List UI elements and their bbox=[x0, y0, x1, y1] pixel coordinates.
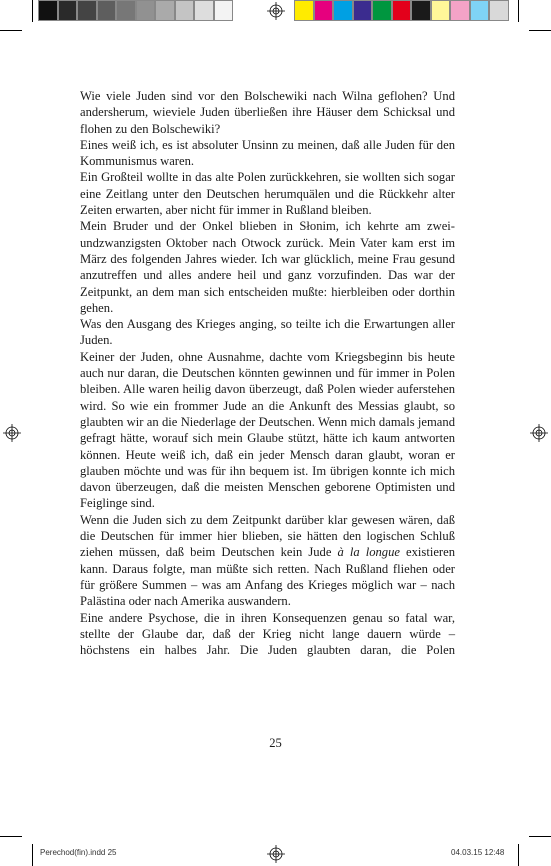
italic-phrase: à la longue bbox=[337, 545, 400, 560]
slug-file: Perechod(fin).indd 25 bbox=[40, 848, 117, 857]
color-swatch bbox=[353, 0, 373, 21]
color-swatch bbox=[411, 0, 431, 21]
paragraph: Eines weiß ich, es ist absoluter Unsinn zu meinen, daß alle Juden für den Kommunismus waren. bbox=[80, 137, 455, 169]
paragraph: Ein Großteil wollte in das alte Polen zurückkehren, sie wollten sich sogar eine Zeitlang unter den Deutschen herumquälen und die Rückkehr alter Zeiten erwarten, aber nicht für immer in Rußland bleiben. bbox=[80, 170, 455, 218]
crop-mark bbox=[32, 0, 33, 22]
color-swatch bbox=[194, 0, 214, 21]
color-swatch bbox=[470, 0, 490, 21]
color-swatch bbox=[431, 0, 451, 21]
page-number: 25 bbox=[269, 736, 282, 750]
color-swatch bbox=[314, 0, 334, 21]
paragraph-text: Wenn die Juden sich zu dem Zeitpunkt darüber klar gewesen wären, daß die Deutschen für immer hier blieben, sie hätten den logischen Schluß ziehen müssen, daß beim Deutschen kein Jude bbox=[80, 512, 455, 560]
registration-mark-icon bbox=[3, 424, 21, 442]
body-text bbox=[80, 88, 455, 658]
color-swatch bbox=[136, 0, 156, 21]
crop-mark bbox=[0, 836, 22, 837]
color-swatch bbox=[97, 0, 117, 21]
paragraph bbox=[80, 512, 455, 610]
color-swatch bbox=[450, 0, 470, 21]
paragraph: Mein Bruder und der Onkel blieben in Słonim, ich kehrte am zweiundzwanzigsten Oktober nach Otwock zurück. Mein Vater kam erst im März des folgenden Jahres wieder. Ich war glücklich, meine Frau gesund anzutreffen und alles andere heil und ganz vorzufinden. Das war der Zeitpunkt, an dem man sich entscheiden mußte: hierbleiben oder dorthin gehen. bbox=[80, 219, 455, 315]
crop-mark bbox=[0, 30, 22, 31]
color-swatch bbox=[392, 0, 412, 21]
crop-mark bbox=[518, 844, 519, 866]
paragraph: Wie viele Juden sind vor den Bolschewiki nach Wilna geflohen? Und andersherum, wieviele Juden überließen ihre Häuser dem Schicksal und flohen zu den Bolschewiki? bbox=[80, 89, 455, 136]
paragraph-text: existieren kann. Daraus folgte, man müßte sich retten. Nach Rußland fliehen oder für größere Summen – was am Anfang des Krieges möglich war – nach Palästina oder nach Amerika auswandern. bbox=[80, 545, 455, 609]
paragraph: Keiner der Juden, ohne Ausnahme, dachte vom Kriegsbeginn bis heute auch nur daran, die Deutschen könnten gewinnen und für immer in Polen bleiben. Alle waren heilig davon überzeugt, daß Polen wieder auferstehen wird. So wie ein frommer Jude an die Ankunft des Messias glaubt, so glaubten wir an die Niederlage der Deutschen. Wenn mich damals jemand gefragt hätte, worauf sich mein Glaube stützt, hätte ich kaum antworten können. Heute weiß ich, daß ein jeder Mensch daran glaubt, woran er glauben möchte und was für ihn bequem ist. Im übrigen konnte ich mich davon überzeugen, daß die meisten Menschen geborene Optimisten und Feiglinge sind. bbox=[80, 349, 455, 511]
color-swatch bbox=[489, 0, 509, 21]
color-swatch bbox=[38, 0, 58, 21]
color-swatch bbox=[372, 0, 392, 21]
registration-mark-icon bbox=[267, 845, 285, 863]
color-swatch bbox=[155, 0, 175, 21]
crop-mark bbox=[529, 30, 551, 31]
color-swatch bbox=[294, 0, 314, 21]
grey-swatch-bar bbox=[38, 0, 233, 22]
crop-mark bbox=[529, 836, 551, 837]
color-swatch bbox=[214, 0, 234, 21]
color-swatch bbox=[77, 0, 97, 21]
color-swatch bbox=[116, 0, 136, 21]
registration-mark-icon bbox=[530, 424, 548, 442]
color-swatch-bar bbox=[294, 0, 509, 22]
color-swatch bbox=[58, 0, 78, 21]
crop-mark bbox=[32, 844, 33, 866]
paragraph: Was den Ausgang des Krieges anging, so teilte ich die Erwartungen aller Juden. bbox=[80, 317, 455, 348]
color-swatch bbox=[333, 0, 353, 21]
registration-mark-icon bbox=[267, 2, 285, 20]
crop-mark bbox=[518, 0, 519, 22]
slug-date-time: 04.03.15 12:48 bbox=[451, 848, 505, 857]
paragraph: Eine andere Psychose, die in ihren Konsequenzen genau so fatal war, stellte der Glaube dar, daß der Krieg nicht lange dauern würde – höchstens ein halbes Jahr. Die Juden glaubten daran, die Polen bbox=[80, 610, 455, 658]
color-swatch bbox=[175, 0, 195, 21]
